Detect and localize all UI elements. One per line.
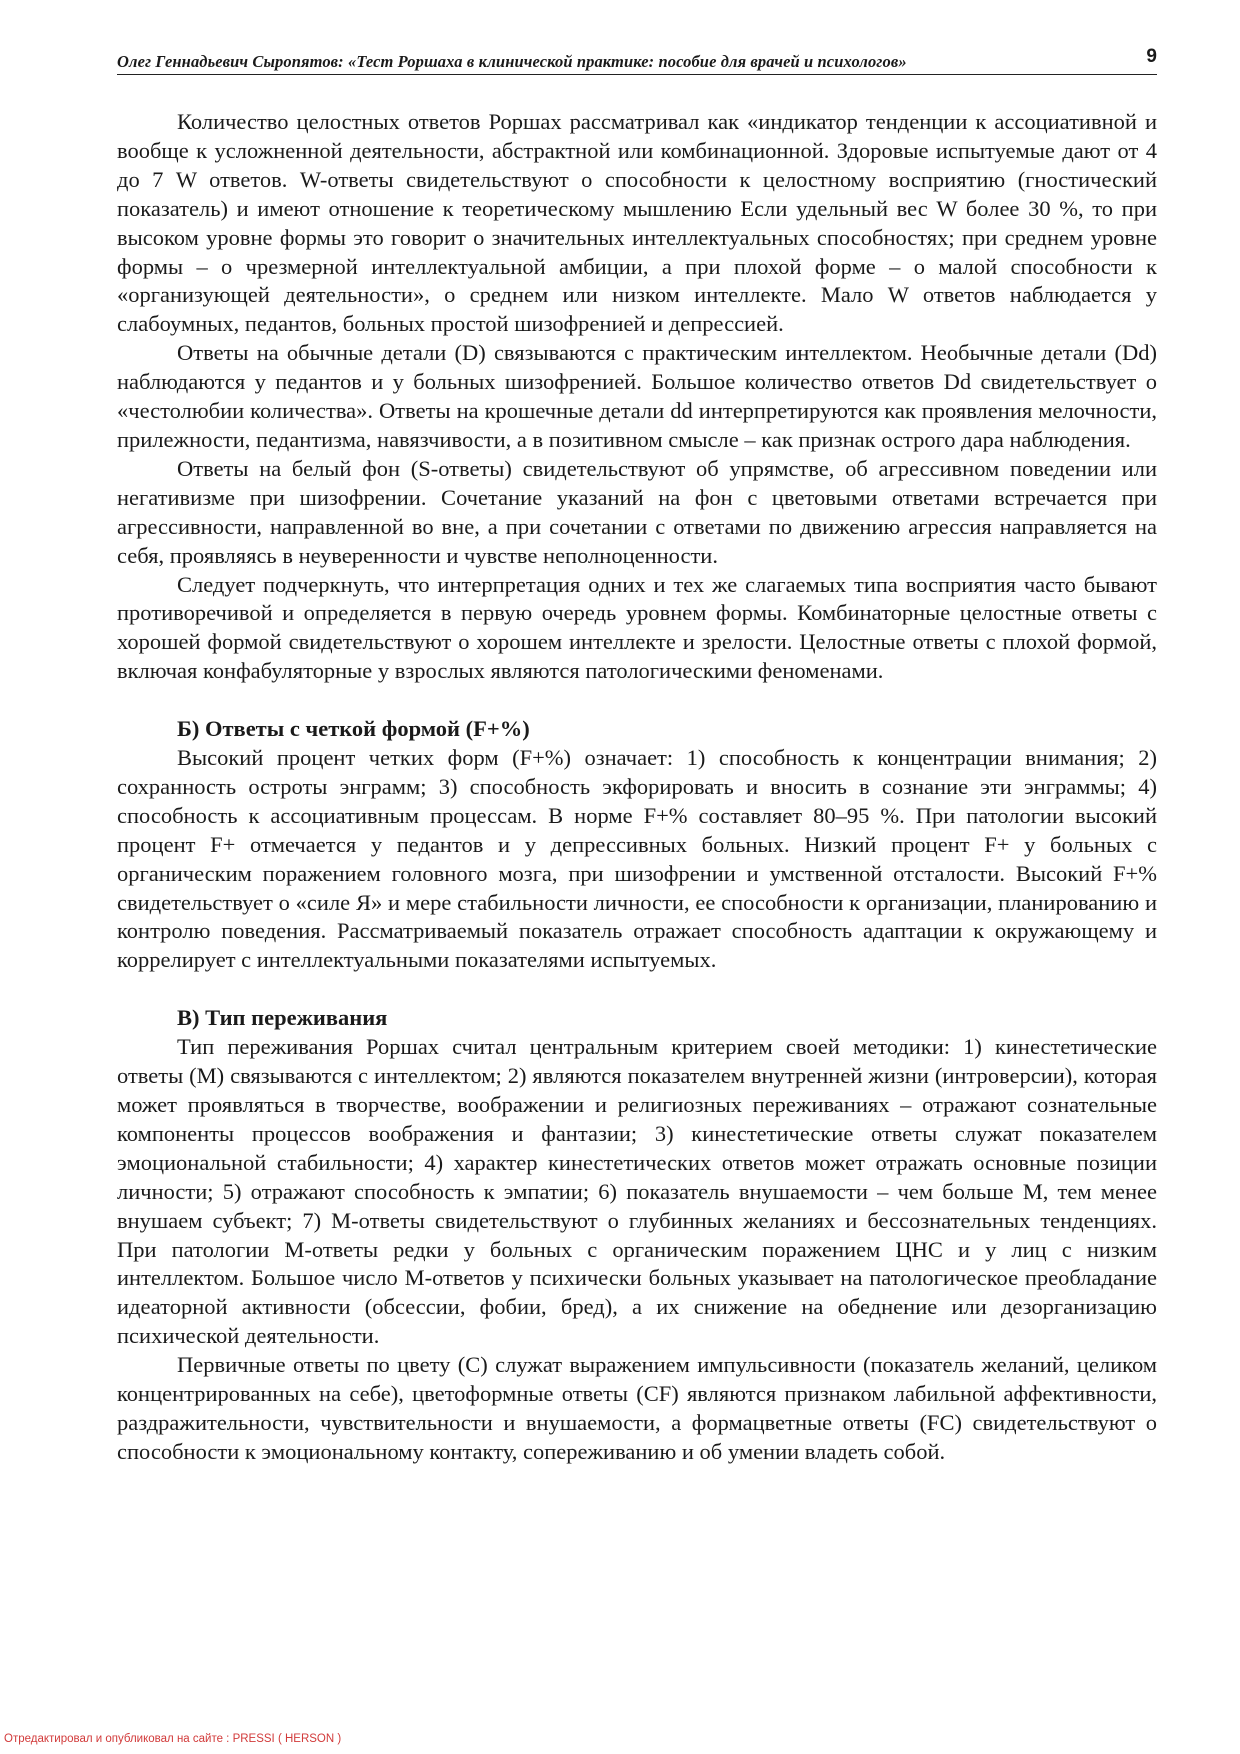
paragraph-whole-responses: Количество целостных ответов Роршах рассматривал как «индикатор тенденции к ассоциативной и вообще к усложненной деятельности, абстрактной или комбинационной. Здоровые испытуемые дают от 4 до 7 W ответов. W-ответы свидетельствуют о способности к целостному восприятию (гностический показатель) и имеют отношение к теоретическому мышлению Если удельный вес W более 30 %, то при высоком уровне формы это говорит о значительных интеллектуальных способностях; при среднем уровне формы – о чрезмерной интеллектуальной амбиции, а при плохой форме – о малой способности к «организующей деятельности», о среднем или низком интеллекте. Мало W ответов наблюдается у слабоумных, педантов, больных простой шизофренией и депрессией. bbox=[117, 109, 1157, 337]
document-body bbox=[117, 108, 1157, 1467]
paragraph-form-quality: Высокий процент четких форм (F+%) означает: 1) способность к концентрации внимания; 2) сохранность остроты энграмм; 3) способность экфорировать и вносить в сознание эти энграммы; 4) способность к ассоциативным процессам. В норме F+% составляет 80–95 %. При патологии высокий процент F+ отмечается у педантов и у депрессивных больных. Низкий процент F+ у больных с органическим поражением головного мозга, при шизофрении и умственной отсталости. Высокий F+% свидетельствует о «силе Я» и мере стабильности личности, ее способности к организации, планированию и контролю поведения. Рассматриваемый показатель отражает способность адаптации к окружающему и коррелирует с интеллектуальными показателями испытуемых. bbox=[117, 745, 1157, 973]
paragraph-interpretation-note: Следует подчеркнуть, что интерпретация одних и тех же слагаемых типа восприятия часто бывают противоречивой и определяется в первую очередь уровнем формы. Комбинаторные целостные ответы с хорошей формой свидетельствуют о хорошем интеллекте и зрелости. Целостные ответы с плохой формой, включая конфабуляторные у взрослых являются патологическими феноменами. bbox=[117, 571, 1157, 684]
paragraph-kinesthetic-responses: Тип переживания Роршах считал центральным критерием своей методики: 1) кинестетические ответы (M) связываются с интеллектом; 2) являются показателем внутренней жизни (интроверсии), которая может проявляться в творчестве, воображении и религиозных переживаниях – отражают сознательные компоненты процессов воображения и фантазии; 3) кинестетические ответы служат показателем эмоциональной стабильности; 4) характер кинестетических ответов может отражать основные позиции личности; 5) отражают способность к эмпатии; 6) показатель внушаемости – чем больше M, тем менее внушаем субъект; 7) M-ответы свидетельствуют о глубинных желаниях и бессознательных тенденциях. При патологии M-ответы редки у больных с органическим поражением ЦНС и у лиц с низким интеллектом. Большое число M-ответов у психически больных указывает на патологическое преобладание идеаторной активности (обсессии, фобии, бред), а их снижение на обеднение или дезорганизацию психической деятельности. bbox=[117, 1034, 1157, 1349]
page-number: 9 bbox=[1146, 46, 1157, 67]
section-heading-form-quality: Б) Ответы с четкой формой (F+%) bbox=[177, 716, 530, 742]
running-title: Олег Геннадьевич Сыропятов: «Тест Роршаха в клинической практике: пособие для врачей и психологов» bbox=[117, 52, 907, 71]
paragraph-detail-responses: Ответы на обычные детали (D) связываются с практическим интеллектом. Необычные детали (Dd) наблюдаются у педантов и у больных шизофренией. Большое количество ответов Dd свидетельствует о «честолюбии количества». Ответы на крошечные детали dd интерпретируются как проявления мелочности, прилежности, педантизма, навязчивости, а в позитивном смысле – как признак острого дара наблюдения. bbox=[117, 340, 1157, 452]
section-heading-experience-type: В) Тип переживания bbox=[177, 1005, 388, 1031]
page-header bbox=[117, 46, 1157, 75]
paragraph-white-space-responses: Ответы на белый фон (S-ответы) свидетельствуют об упрямстве, об агрессивном поведении или негативизме при шизофрении. Сочетание указаний на фон с цветовыми ответами встречается при агрессивности, направленной во вне, а при сочетании с ответами по движению агрессия направляется на себя, проявляясь в неуверенности и чувстве неполноценности. bbox=[117, 455, 1157, 568]
section-gap bbox=[117, 975, 1157, 1004]
section-gap bbox=[117, 686, 1157, 715]
paragraph-color-responses: Первичные ответы по цвету (C) служат выражением импульсивности (показатель желаний, целиком концентрированных на себе), цветоформные ответы (CF) являются признаком лабильной аффективности, раздражительности, чувствительности и внушаемости, а формацветные ответы (FC) свидетельствуют о способности к эмоциональному контакту, сопереживанию и об умении владеть собой. bbox=[117, 1352, 1157, 1464]
publisher-footer: Отредактировал и опубликовал на сайте : PRESSI ( HERSON ) bbox=[4, 1733, 342, 1745]
